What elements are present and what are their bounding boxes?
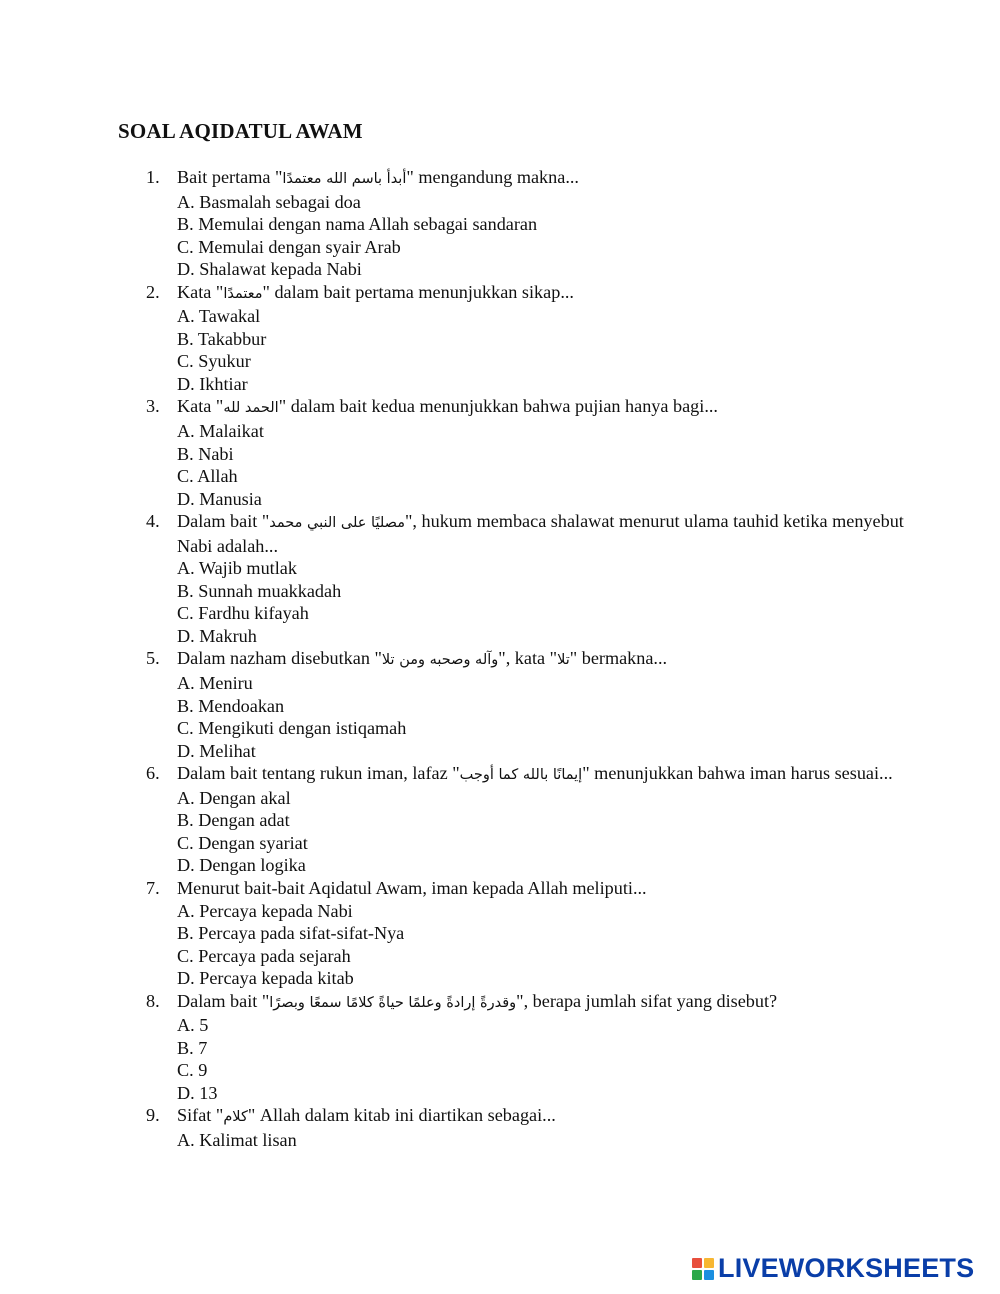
question-prefix: Kata " xyxy=(177,396,224,417)
question-text xyxy=(177,395,906,420)
question-suffix: " Allah dalam kitab ini diartikan sebagai... xyxy=(247,1105,556,1126)
question-item xyxy=(146,281,906,396)
arabic-phrase: مصليًا على النبي محمد xyxy=(269,515,405,532)
logo-block xyxy=(692,1258,702,1268)
worksheet-title: SOAL AQIDATUL AWAM xyxy=(118,119,363,143)
arabic-phrase: وآله وصحبه ومن تلا xyxy=(381,652,499,669)
answer-option[interactable]: A. Wajib mutlak xyxy=(177,558,297,579)
answer-option[interactable]: B. 7 xyxy=(177,1037,208,1058)
arabic-phrase: إيمانًا بالله كما أوجب xyxy=(459,767,583,784)
answer-option[interactable]: D. Shalawat kepada Nabi xyxy=(177,259,362,280)
answer-option[interactable]: D. 13 xyxy=(177,1082,218,1103)
arabic-phrase: معتمدًا xyxy=(223,285,263,302)
question-prefix: Dalam bait tentang rukun iman, lafaz " xyxy=(177,763,460,784)
answer-option[interactable]: A. Malaikat xyxy=(177,421,264,442)
question-suffix: " menunjukkan bahwa iman harus sesuai... xyxy=(582,763,893,784)
answer-option[interactable]: A. Percaya kepada Nabi xyxy=(177,900,353,921)
question-text xyxy=(177,1104,906,1129)
answer-option[interactable]: C. Percaya pada sejarah xyxy=(177,945,351,966)
answer-option[interactable]: D. Makruh xyxy=(177,625,257,646)
answer-option[interactable]: C. Dengan syariat xyxy=(177,832,308,853)
question-number: 4. xyxy=(146,511,160,532)
question-number: 6. xyxy=(146,763,160,784)
liveworksheets-logo[interactable] xyxy=(692,1253,974,1284)
question-number: 7. xyxy=(146,877,160,898)
question-number: 5. xyxy=(146,648,160,669)
answer-option[interactable]: A. Kalimat lisan xyxy=(177,1129,297,1150)
question-mid: ", kata " xyxy=(498,648,558,669)
arabic-word: تلا xyxy=(557,652,570,669)
answer-option[interactable]: B. Percaya pada sifat-sifat-Nya xyxy=(177,923,405,944)
question-item xyxy=(146,510,906,647)
answer-option[interactable]: A. Meniru xyxy=(177,673,253,694)
question-item xyxy=(146,762,906,877)
answer-option[interactable]: B. Dengan adat xyxy=(177,810,290,831)
arabic-phrase: كلام xyxy=(223,1109,248,1126)
question-text xyxy=(177,762,906,787)
answer-option[interactable]: D. Melihat xyxy=(177,740,256,761)
answer-option[interactable]: B. Sunnah muakkadah xyxy=(177,580,342,601)
question-prefix: Dalam bait " xyxy=(177,990,270,1011)
question-number: 8. xyxy=(146,990,160,1011)
arabic-phrase: أبدأ باسم الله معتمدًا xyxy=(282,171,407,187)
question-text xyxy=(177,990,906,1015)
answer-option[interactable]: B. Takabbur xyxy=(177,328,267,349)
question-prefix: Dalam nazham disebutkan " xyxy=(177,648,382,669)
question-text: Menurut bait-bait Aqidatul Awam, iman kepada Allah meliputi... xyxy=(177,877,647,898)
answer-option[interactable]: A. Basmalah sebagai doa xyxy=(177,191,361,212)
question-prefix: Kata " xyxy=(177,281,224,302)
question-suffix: " dalam bait kedua menunjukkan bahwa pujian hanya bagi... xyxy=(278,396,718,417)
question-number: 9. xyxy=(146,1105,160,1126)
question-prefix: Bait pertama " xyxy=(177,167,283,187)
answer-option[interactable]: C. Mengikuti dengan istiqamah xyxy=(177,718,407,739)
question-item xyxy=(146,877,906,990)
question-suffix: ", berapa jumlah sifat yang disebut? xyxy=(516,990,778,1011)
logo-blocks-icon xyxy=(692,1258,714,1280)
answer-option[interactable]: B. Memulai dengan nama Allah sebagai sandaran xyxy=(177,214,538,235)
question-text xyxy=(177,166,906,191)
answer-option[interactable]: D. Manusia xyxy=(177,488,262,509)
answer-option[interactable]: D. Dengan logika xyxy=(177,855,306,876)
answer-option[interactable]: D. Ikhtiar xyxy=(177,373,248,394)
question-item xyxy=(146,990,906,1105)
question-number: 1. xyxy=(146,167,160,187)
question-number: 2. xyxy=(146,281,160,302)
question-list xyxy=(146,166,906,1152)
question-item xyxy=(146,395,906,510)
question-text xyxy=(177,510,906,557)
question-prefix: Dalam bait " xyxy=(177,511,270,532)
question-suffix: " mengandung makna... xyxy=(406,167,579,187)
answer-option[interactable]: A. Tawakal xyxy=(177,306,261,327)
logo-block xyxy=(692,1270,702,1280)
question-suffix: ", hukum membaca shalawat menurut ulama tauhid ketika menyebut Nabi adalah... xyxy=(177,511,904,556)
question-prefix: Sifat " xyxy=(177,1105,224,1126)
answer-option[interactable]: C. Memulai dengan syair Arab xyxy=(177,236,401,257)
logo-block xyxy=(704,1258,714,1268)
logo-block xyxy=(704,1270,714,1280)
question-text xyxy=(177,281,906,306)
question-suffix: " dalam bait pertama menunjukkan sikap... xyxy=(262,281,574,302)
question-item xyxy=(146,166,906,281)
question-suffix: " bermakna... xyxy=(569,648,668,669)
arabic-phrase: وقدرةً إرادةً وعلمًا حياةً كلامًا سمعًا وبصرًا xyxy=(269,994,517,1011)
answer-option[interactable]: B. Mendoakan xyxy=(177,695,285,716)
answer-option[interactable]: B. Nabi xyxy=(177,443,234,464)
logo-text: LIVEWORKSHEETS xyxy=(718,1253,975,1283)
question-number: 3. xyxy=(146,396,160,417)
answer-option[interactable]: C. Allah xyxy=(177,466,238,487)
answer-option[interactable]: C. Fardhu kifayah xyxy=(177,603,309,624)
question-item xyxy=(146,1104,906,1151)
answer-option[interactable]: A. 5 xyxy=(177,1015,209,1036)
arabic-phrase: الحمد لله xyxy=(223,400,279,417)
question-text xyxy=(177,647,906,672)
answer-option[interactable]: D. Percaya kepada kitab xyxy=(177,968,354,989)
answer-option[interactable]: C. 9 xyxy=(177,1060,208,1081)
question-item xyxy=(146,647,906,762)
answer-option[interactable]: C. Syukur xyxy=(177,351,251,372)
answer-option[interactable]: A. Dengan akal xyxy=(177,787,291,808)
